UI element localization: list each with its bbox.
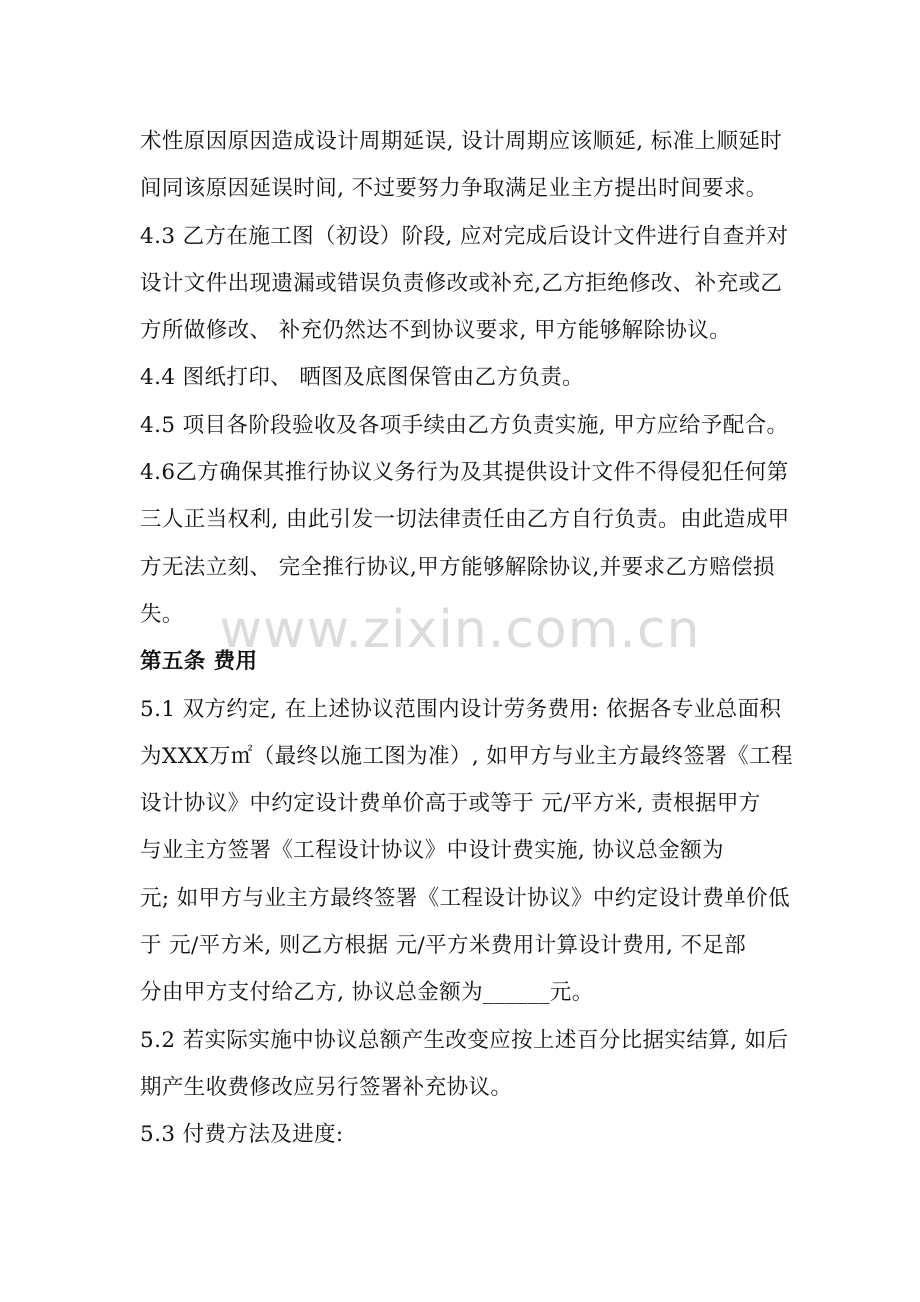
text-line: 为XXX万㎡（最终以施工图为准）, 如甲方与业主方最终签署《工程: [140, 743, 793, 769]
text-line: 5.2 若实际实施中协议总额产生改变应按上述百分比据实结算, 如后: [140, 1027, 789, 1053]
text-line: 方无法立刻、 完全推行协议,甲方能够解除协议,并要求乙方赔偿损: [140, 554, 775, 580]
text-line: 元; 如甲方与业主方最终签署《工程设计协议》中约定设计费单价低: [140, 885, 790, 911]
text-line: 4.5 项目各阶段验收及各项手续由乙方负责实施, 甲方应给予配合。: [140, 412, 789, 438]
watermark: www.zixin.com.cn: [219, 600, 701, 660]
text-line: 4.6乙方确保其推行协议义务行为及其提供设计文件不得侵犯任何第: [140, 460, 789, 486]
text-line: 期产生收费修改应另行签署补充协议。: [140, 1074, 513, 1100]
text-line: 5.1 双方约定, 在上述协议范围内设计劳务费用: 依据各专业总面积: [140, 696, 782, 722]
text-line: 4.3 乙方在施工图（初设）阶段, 应对完成后设计文件进行自查并对: [140, 223, 789, 249]
text-line: 设计文件出现遗漏或错误负责修改或补充,乙方拒绝修改、补充或乙: [140, 270, 783, 296]
text-line: 5.3 付费方法及进度:: [140, 1122, 344, 1148]
text-line: 分由甲方支付给乙方, 协议总金额为______元。: [140, 980, 594, 1006]
text-line: 于 元/平方米, 则乙方根据 元/平方米费用计算设计费用, 不足部: [140, 933, 747, 959]
text-line: 4.4 图纸打印、 晒图及底图保管由乙方负责。: [140, 365, 585, 391]
section-heading: 第五条 费用: [140, 649, 258, 675]
text-line: 失。: [140, 601, 184, 627]
text-line: 设计协议》中约定设计费单价高于或等于 元/平方米, 责根据甲方: [140, 791, 761, 817]
text-line: 术性原因原因造成设计周期延误, 设计周期应该顺延, 标准上顺延时: [140, 129, 783, 154]
text-line: 三人正当权利, 由此引发一切法律责任由乙方自行负责。由此造成甲: [140, 507, 790, 533]
text-line: 与业主方签署《工程设计协议》中设计费实施, 协议总金额为: [140, 838, 724, 864]
document-body: [140, 118, 793, 1159]
text-line: 间同该原因延误时间, 不过要努力争取满足业主方提出时间要求。: [140, 176, 768, 202]
text-line: 方所做修改、 补充仍然达不到协议要求, 甲方能够解除协议。: [140, 318, 732, 344]
